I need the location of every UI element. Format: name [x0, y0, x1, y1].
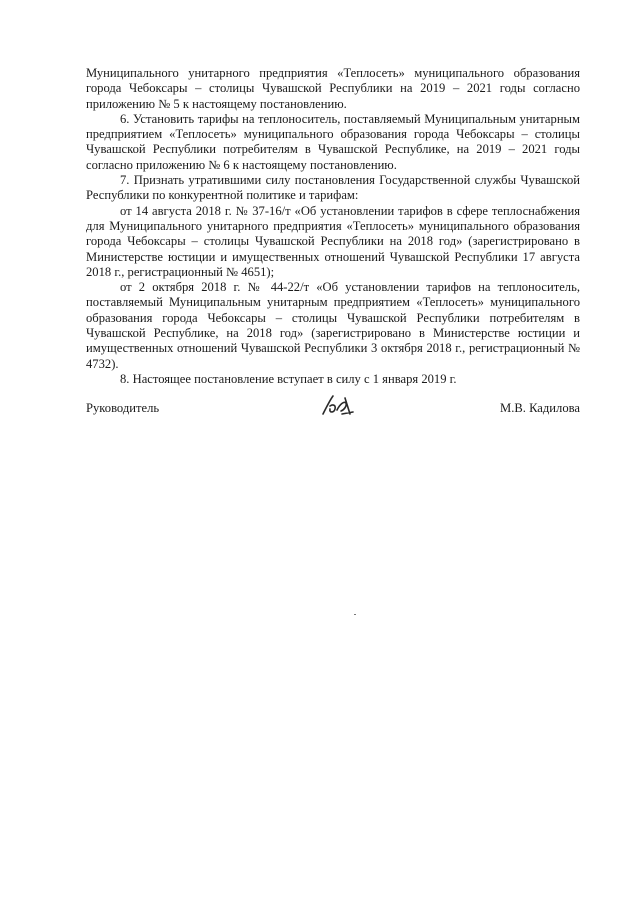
scan-speck: [354, 614, 356, 615]
paragraph-repeal-1: от 14 августа 2018 г. № 37-16/т «Об установлении тарифов в сфере теплоснабжения для Муниципального унитарного предприятия «Теплосеть» муниципального образования города Чебоксары – столицы Чувашской Республики на 2018 год» (зарегистрировано в Министерстве юстиции и имущественных отношений Чувашской Республики 17 августа 2018 г., регистрационный № 4651);: [86, 203, 580, 279]
document-body: [86, 66, 580, 387]
paragraph-continuation: Муниципального унитарного предприятия «Теплосеть» муниципального образования города Чебоксары – столицы Чувашской Республики на 2019 – 2021 годы согласно приложению № 5 к настоящему постановлению.: [86, 66, 580, 111]
signature-block: [86, 398, 580, 422]
handwritten-signature-icon: [320, 392, 356, 418]
paragraph-repeal-2: от 2 октября 2018 г. № 44-22/т «Об установлении тарифов на теплоноситель, поставляемый Муниципальным унитарным предприятием «Теплосеть» муниципального образования города Чебоксары – столицы Чувашской Республики потребителям в Чувашской Республике, на 2018 год» (зарегистрировано в Министерстве юстиции и имущественных отношений Чувашской Республики 3 октября 2018 г., регистрационный № 4732).: [86, 280, 580, 371]
signatory-title: Руководитель: [86, 401, 160, 415]
signatory-name: М.В. Кадилова: [500, 401, 580, 415]
paragraph-item-7: 7. Признать утратившими силу постановления Государственной службы Чувашской Республики по конкурентной политике и тарифам:: [86, 173, 580, 203]
paragraph-item-6: 6. Установить тарифы на теплоноситель, поставляемый Муниципальным унитарным предприятием «Теплосеть» муниципального образования города Чебоксары – столицы Чувашской Республики потребителям в Чувашской Республике, на 2019 – 2021 годы согласно приложению № 6 к настоящему постановлению.: [86, 111, 580, 172]
paragraph-item-8: 8. Настоящее постановление вступает в силу с 1 января 2019 г.: [120, 371, 457, 386]
